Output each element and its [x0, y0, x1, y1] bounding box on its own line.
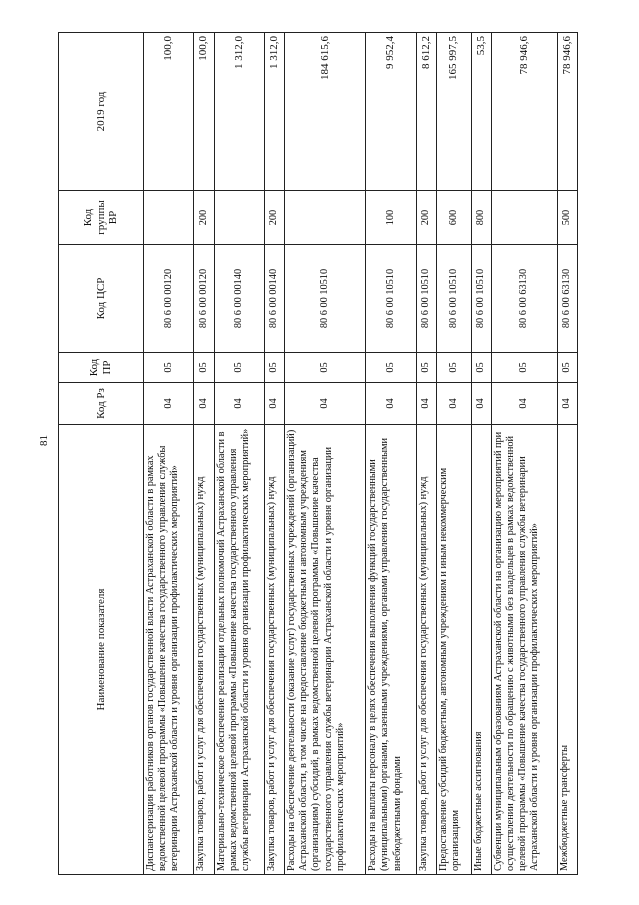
row-csr: 80 6 00 10510 [416, 245, 436, 353]
table-row [285, 33, 366, 875]
row-csr: 80 6 00 10510 [436, 245, 471, 353]
row-vr [144, 191, 194, 245]
row-csr: 80 6 00 00120 [194, 245, 214, 353]
row-name: Межбюджетные трансферты [557, 425, 577, 875]
table-row [416, 33, 436, 875]
page-number: 81 [38, 435, 50, 446]
row-csr: 80 6 00 63130 [491, 245, 557, 353]
row-rz: 04 [264, 383, 284, 425]
row-rz: 04 [471, 383, 491, 425]
row-value: 78 946,6 [557, 33, 577, 191]
row-value: 165 997,5 [436, 33, 471, 191]
table-row [144, 33, 194, 875]
row-pr: 05 [436, 353, 471, 383]
row-value: 1 312,0 [264, 33, 284, 191]
row-pr: 05 [144, 353, 194, 383]
header-pr: Код ПР [59, 353, 144, 383]
header-rz: Код Рз [59, 383, 144, 425]
row-csr: 80 6 00 10510 [471, 245, 491, 353]
row-value: 53,5 [471, 33, 491, 191]
table-row [491, 33, 557, 875]
row-rz: 04 [144, 383, 194, 425]
row-pr: 05 [194, 353, 214, 383]
row-name: Расходы на обеспечение деятельности (оказание услуг) государственных учреждений (организаций) Астраханской области, в том числе на предоставление бюджетным и автономным учреждениям (организациям) субсидий, в рамках ведомственной целевой программы «Повышение качества государственного управления службы ветеринарии Астраханской области и уровня организации профилактических мероприятий» [285, 425, 366, 875]
row-rz: 04 [557, 383, 577, 425]
row-rz: 04 [416, 383, 436, 425]
row-pr: 05 [557, 353, 577, 383]
row-pr: 05 [491, 353, 557, 383]
row-vr: 200 [416, 191, 436, 245]
row-vr: 600 [436, 191, 471, 245]
budget-table [58, 32, 578, 875]
row-name: Материально-техническое обеспечение реализации отдельных полномочий Астраханской области в рамках ведомственной целевой программы «Повышение качества государственного управления службы ветеринарии Астраханской области и уровня организации профилактических мероприятий» [214, 425, 264, 875]
row-pr: 05 [285, 353, 366, 383]
rotated-table-container [58, 33, 578, 875]
table-row [436, 33, 471, 875]
table-row [194, 33, 214, 875]
row-rz: 04 [491, 383, 557, 425]
table-row [366, 33, 416, 875]
row-rz: 04 [366, 383, 416, 425]
row-name: Закупка товаров, работ и услуг для обеспечения государственных (муниципальных) нужд [264, 425, 284, 875]
row-name: Диспансеризация работников органов государственной власти Астраханской области в рамках ведомственной целевой программы «Повышение качества государственного управления службы ветеринарии Астраханской области и уровня организации профилактических мероприятий» [144, 425, 194, 875]
row-value: 78 946,6 [491, 33, 557, 191]
row-rz: 04 [214, 383, 264, 425]
row-value: 9 952,4 [366, 33, 416, 191]
row-vr: 200 [194, 191, 214, 245]
table-row [264, 33, 284, 875]
row-csr: 80 6 00 63130 [557, 245, 577, 353]
row-name: Закупка товаров, работ и услуг для обеспечения государственных (муниципальных) нужд [194, 425, 214, 875]
row-name: Предоставление субсидий бюджетным, автономным учреждениям и иным некоммерческим организациям [436, 425, 471, 875]
row-vr [285, 191, 366, 245]
row-rz: 04 [194, 383, 214, 425]
header-year: 2019 год [59, 33, 144, 191]
row-rz: 04 [436, 383, 471, 425]
row-vr: 500 [557, 191, 577, 245]
row-csr: 80 6 00 00140 [264, 245, 284, 353]
row-value: 100,0 [144, 33, 194, 191]
row-value: 1 312,0 [214, 33, 264, 191]
row-vr: 200 [264, 191, 284, 245]
header-csr: Код ЦСР [59, 245, 144, 353]
row-value: 184 615,6 [285, 33, 366, 191]
table-header-row [59, 33, 144, 875]
row-pr: 05 [366, 353, 416, 383]
table-row [214, 33, 264, 875]
row-value: 8 612,2 [416, 33, 436, 191]
row-pr: 05 [416, 353, 436, 383]
row-name: Иные бюджетные ассигнования [471, 425, 491, 875]
row-pr: 05 [471, 353, 491, 383]
header-name: Наименование показателя [59, 425, 144, 875]
row-pr: 05 [264, 353, 284, 383]
row-csr: 80 6 00 10510 [366, 245, 416, 353]
row-name: Расходы на выплаты персоналу в целях обеспечения выполнения функций государственными (муниципальными) органами, казенными учреждениями, органами управления государственными внебюджетными фондами [366, 425, 416, 875]
row-name: Закупка товаров, работ и услуг для обеспечения государственных (муниципальных) нужд [416, 425, 436, 875]
row-vr: 800 [471, 191, 491, 245]
row-csr: 80 6 00 00140 [214, 245, 264, 353]
row-rz: 04 [285, 383, 366, 425]
row-csr: 80 6 00 10510 [285, 245, 366, 353]
header-vr: Код группы ВР [59, 191, 144, 245]
row-pr: 05 [214, 353, 264, 383]
row-value: 100,0 [194, 33, 214, 191]
row-vr: 100 [366, 191, 416, 245]
row-name: Субвенции муниципальным образованиям Астраханской области на организацию мероприятий при осуществлении деятельности по обращению с животными без владельцев в рамках ведомственной целевой программы «Повышение качества государственного управления службы ветеринарии Астраханской области и уровня организации профилактических мероприятий» [491, 425, 557, 875]
table-row [471, 33, 491, 875]
row-csr: 80 6 00 00120 [144, 245, 194, 353]
row-vr [491, 191, 557, 245]
table-row [557, 33, 577, 875]
row-vr [214, 191, 264, 245]
